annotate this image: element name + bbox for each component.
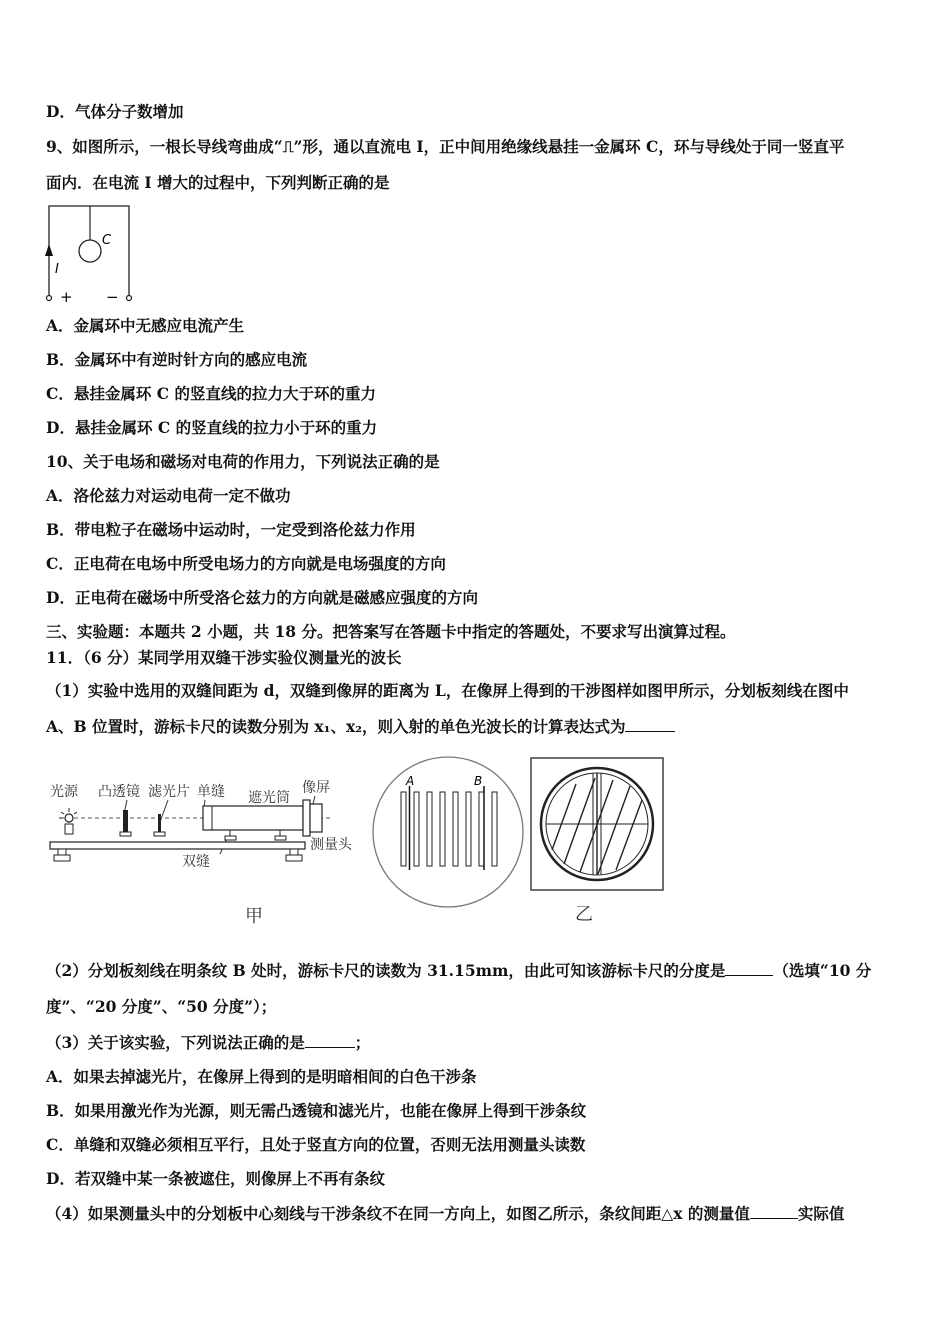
q11-part2-line1-tail: （选填“10 分 bbox=[773, 961, 872, 980]
q9-option-c: C．悬挂金属环 C 的竖直线的拉力大于环的重力 bbox=[46, 384, 376, 403]
minus-sign: − bbox=[106, 288, 119, 306]
q10-option-d: D．正电荷在磁场中所受洛仑兹力的方向就是磁感应强度的方向 bbox=[46, 588, 478, 607]
q10-stem: 10、关于电场和磁场对电荷的作用力，下列说法正确的是 bbox=[46, 452, 440, 471]
label-light-shield-tube: 遮光筒 bbox=[248, 790, 290, 806]
caption-yi: 乙 bbox=[575, 904, 593, 925]
answer-blank-4[interactable] bbox=[750, 1204, 798, 1219]
q11-stem: 11．（6 分）某同学用双缝干涉实验仪测量光的波长 bbox=[46, 648, 402, 667]
apparatus-setup bbox=[50, 780, 353, 870]
q11-part1-line2 bbox=[46, 717, 675, 737]
q11-part3-option-d: D．若双缝中某一条被遮住，则像屏上不再有条纹 bbox=[46, 1169, 385, 1188]
answer-blank-3[interactable] bbox=[305, 1033, 355, 1048]
q9-stem-line1: 9、如图所示，一根长导线弯曲成“⎍”形，通以直流电 I，正中间用绝缘线悬挂一金属环 C，环与导线处于同一竖直平 bbox=[46, 137, 845, 156]
section-heading: 三、实验题：本题共 2 小题，共 18 分。把答案写在答题卡中指定的答题处，不要求写出演算过程。 bbox=[46, 622, 736, 641]
label-light-source: 光源 bbox=[50, 784, 78, 800]
label-a: A bbox=[406, 774, 415, 788]
q11-part2-line2: 度”、“20 分度”、“50 分度”）； bbox=[46, 997, 277, 1016]
q9-circuit-figure bbox=[40, 198, 140, 306]
wire bbox=[49, 206, 129, 296]
label-single-slit: 单缝 bbox=[197, 784, 225, 800]
q11-part3-stem-text: （3）关于该实验，下列说法正确的是 bbox=[46, 1033, 305, 1052]
current-arrow-icon bbox=[45, 244, 53, 256]
q11-part3-tail: ； bbox=[354, 1033, 371, 1052]
q11-part2-line1-text: （2）分划板刻线在明条纹 B 处时，游标卡尺的读数为 31.15mm，由此可知该游标卡尺的分度是 bbox=[46, 961, 726, 980]
q11-part3-stem bbox=[46, 1033, 370, 1053]
q11-part3-option-a: A．如果去掉滤光片，在像屏上得到的是明暗相间的白色干涉条 bbox=[46, 1067, 477, 1086]
q8-option-d: D．气体分子数增加 bbox=[46, 102, 184, 121]
q11-part3-option-c: C．单缝和双缝必须相互平行，且处于竖直方向的位置，否则无法用测量头读数 bbox=[46, 1135, 586, 1154]
q11-apparatus-figure bbox=[40, 750, 670, 930]
q10-option-b: B．带电粒子在磁场中运动时，一定受到洛伦兹力作用 bbox=[46, 520, 416, 539]
current-label: I bbox=[55, 262, 59, 277]
q11-part1-line1: （1）实验中选用的双缝间距为 d，双缝到像屏的距离为 L，在像屏上得到的干涉图样如图甲所示，分划板刻线在图中 bbox=[46, 681, 849, 700]
label-image-screen: 像屏 bbox=[302, 780, 330, 796]
label-filter: 滤光片 bbox=[148, 784, 190, 800]
label-convex-lens: 凸透镜 bbox=[98, 784, 140, 800]
q11-part4-text: （4）如果测量头中的分划板中心刻线与干涉条纹不在同一方向上，如图乙所示，条纹间距△x 的测量值 bbox=[46, 1204, 750, 1223]
q11-part1-line2-text: A、B 位置时，游标卡尺的读数分别为 x₁、x₂，则入射的单色光波长的计算表达式为 bbox=[46, 717, 626, 736]
label-b: B bbox=[474, 774, 483, 788]
figure-yi bbox=[531, 758, 663, 925]
terminal-minus bbox=[127, 296, 132, 301]
q9-option-b: B．金属环中有逆时针方向的感应电流 bbox=[46, 350, 308, 369]
q11-part4-tail: 实际值 bbox=[797, 1204, 845, 1223]
label-double-slit: 双缝 bbox=[182, 854, 210, 870]
q9-option-a: A．金属环中无感应电流产生 bbox=[46, 316, 245, 335]
q10-option-a: A．洛伦兹力对运动电荷一定不做功 bbox=[46, 486, 291, 505]
answer-blank-2[interactable] bbox=[725, 961, 773, 976]
terminal-plus bbox=[47, 296, 52, 301]
q10-option-c: C．正电荷在电场中所受电场力的方向就是电场强度的方向 bbox=[46, 554, 446, 573]
answer-blank-1[interactable] bbox=[625, 717, 675, 732]
plus-sign: + bbox=[60, 288, 73, 306]
q11-part3-option-b: B．如果用激光作为光源，则无需凸透镜和滤光片，也能在像屏上得到干涉条纹 bbox=[46, 1101, 587, 1120]
q11-part2-line1 bbox=[46, 961, 871, 981]
q9-option-d: D．悬挂金属环 C 的竖直线的拉力小于环的重力 bbox=[46, 418, 378, 437]
ring-label: C bbox=[102, 233, 112, 248]
lamp-icon bbox=[59, 808, 77, 834]
q11-part4-line bbox=[46, 1204, 844, 1224]
metal-ring bbox=[79, 240, 101, 262]
label-measuring-head: 测量头 bbox=[310, 837, 352, 853]
caption-jia: 甲 bbox=[245, 906, 263, 927]
q9-stem-line2: 面内．在电流 I 增大的过程中，下列判断正确的是 bbox=[46, 173, 390, 192]
